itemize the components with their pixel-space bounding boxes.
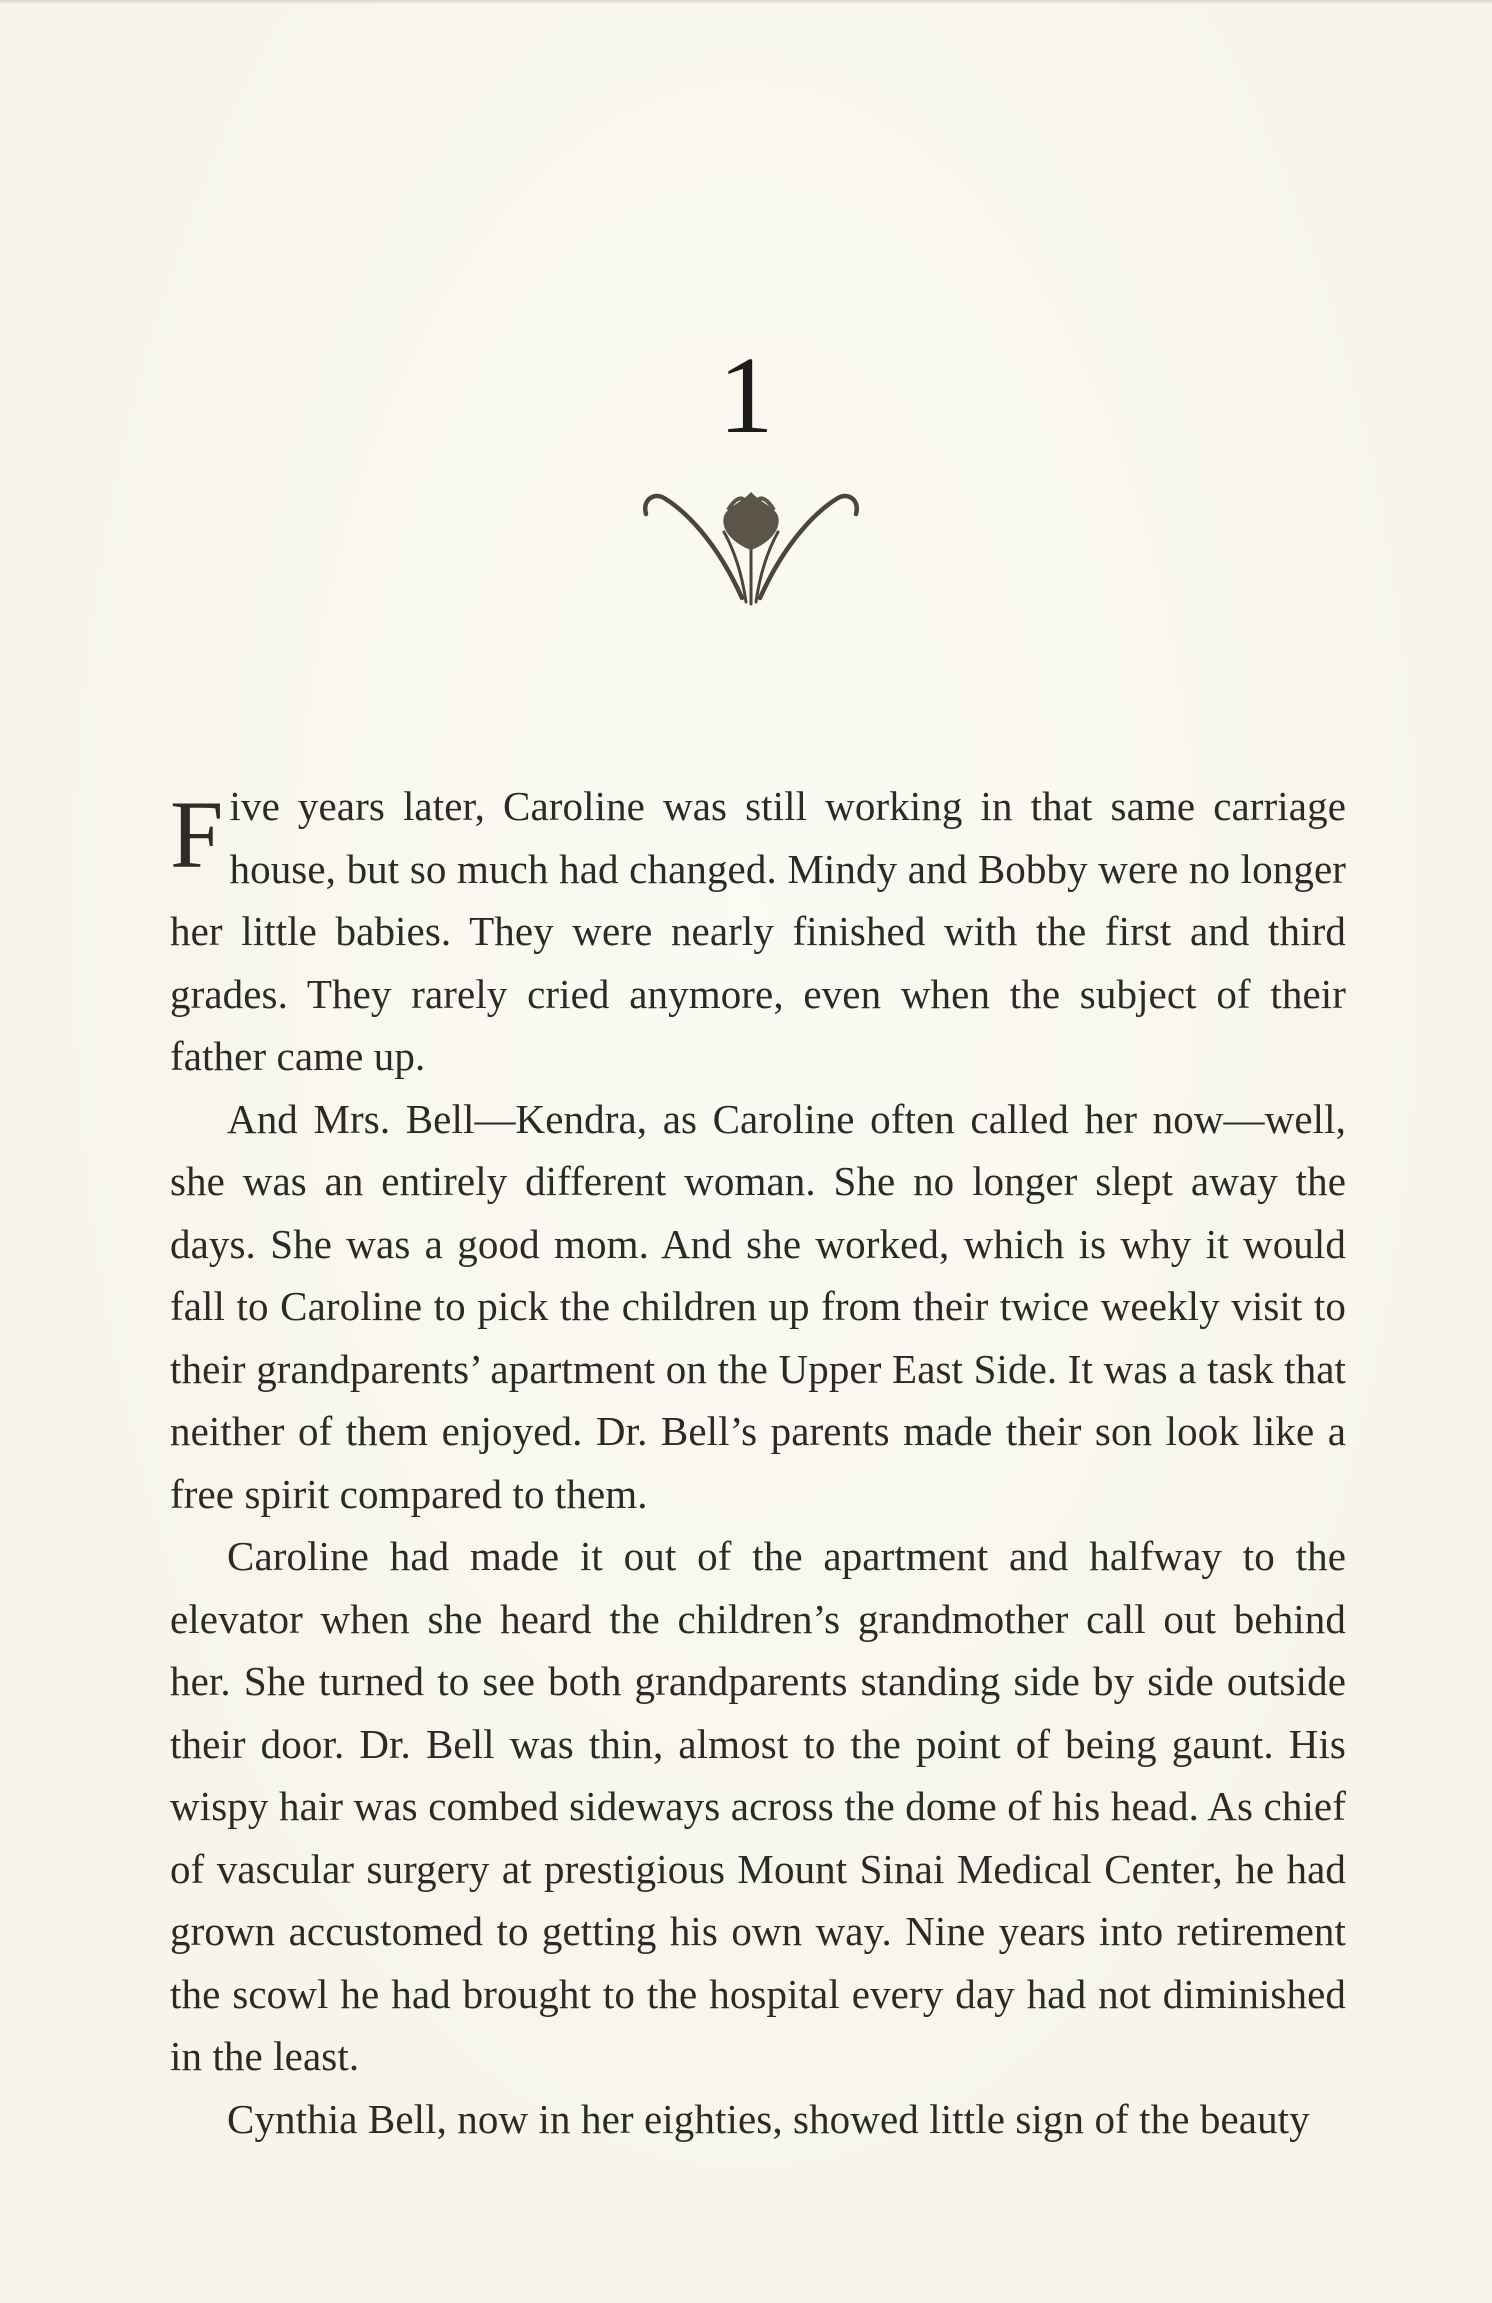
fleur-ornament-icon [636,470,866,610]
paragraph-2: And Mrs. Bell—Kendra, as Caroline often called her now—well, she was an entirely different woman. She no longer slept away the days. She was a good mom. And she worked, which is why it would fall to Caroline to pick the children up from their twice weekly visit to their grandparents’ apartment on the Upper East Side. It was a task that neither of them enjoyed. Dr. Bell’s parents made their son look like a free spirit compared to them. [170,1095,1346,1517]
paragraph-3: Caroline had made it out of the apartment and halfway to the elevator when she heard the children’s grandmother call out behind her. She turned to see both grandparents standing side by side outside their door. Dr. Bell was thin, almost to the point of being gaunt. His wispy hair was combed sideways across the dome of his head. As chief of vascular surgery at prestigious Mount Sinai Medical Center, he had grown accustomed to getting his own way. Nine years into retirement the scowl he had brought to the hospital every day had not diminished in the least. [170,1533,1346,2079]
paragraph-4: Cynthia Bell, now in her eighties, showed little sign of the beauty [227,2095,1310,2142]
paragraph-1 [170,775,1346,1088]
chapter-number: 1 [718,334,774,456]
page-edge [0,0,1492,4]
drop-cap: F [170,781,224,888]
paragraph-text: ive years later, Caroline was still working in that same carriage house, but so much had changed. Mindy and Bobby were no longer her little babies. They were nearly finished with the first and third grades. They rarely cried anymore, even when the subject of their father came up. [170,783,1346,1079]
chapter-text [170,775,1346,2150]
